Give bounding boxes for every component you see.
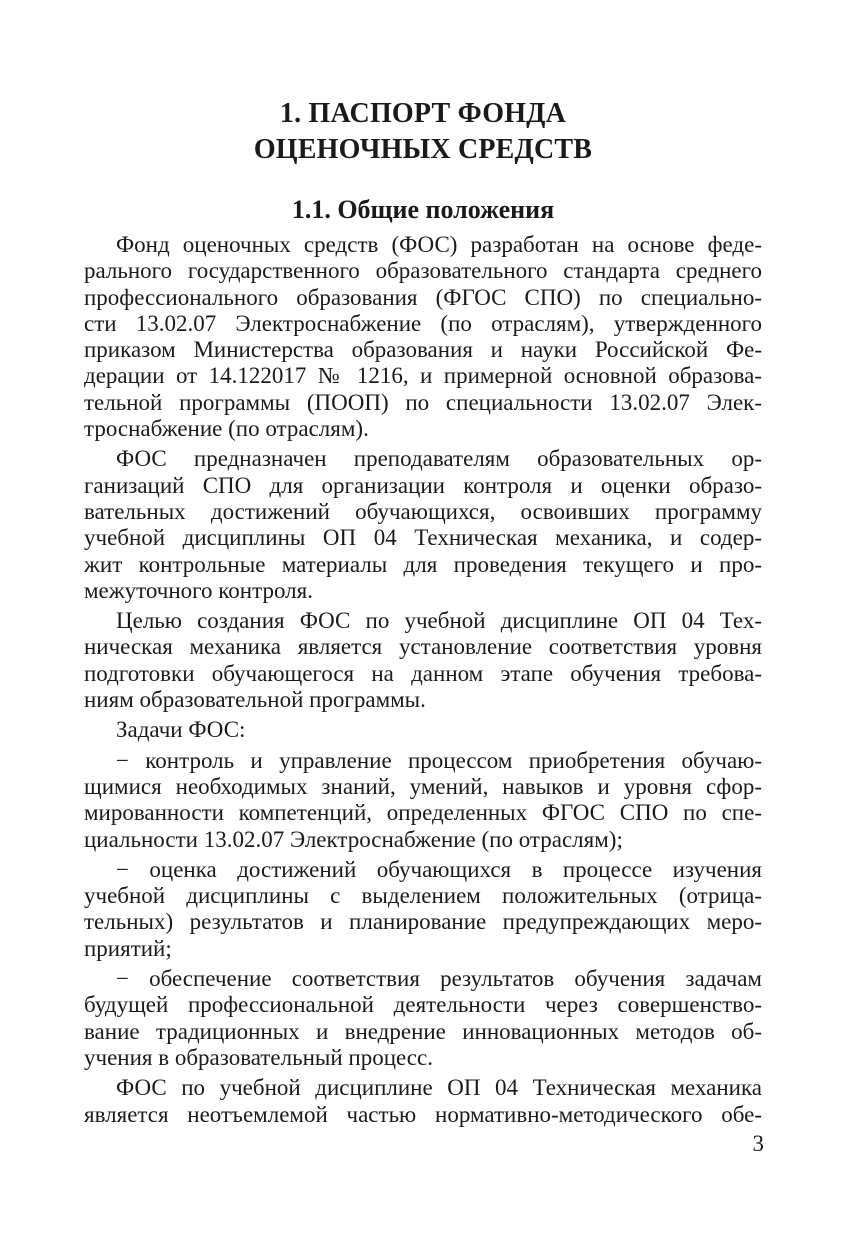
chapter-title-line-2: ОЦЕНОЧНЫХ СРЕДСТВ (253, 134, 593, 165)
text-line: щимися необходимых знаний, умений, навыков и уровня сфор- (84, 773, 762, 799)
text-line: ганизаций СПО для организации контроля и оценки образо- (84, 472, 762, 498)
body-text (84, 232, 762, 1128)
text-line: подготовки обучающегося на данном этапе обучения требова- (84, 660, 762, 686)
page-number: 3 (752, 1131, 764, 1156)
list-item-task-assessment (84, 857, 762, 962)
text-line: вание традиционных и внедрение инновационных методов об- (84, 1018, 762, 1044)
text-line: мированности компетенций, определенных ФГОС СПО по спе- (84, 800, 762, 826)
text-line: циальности 13.02.07 Электроснабжение (по отраслям); (84, 826, 623, 852)
text-line: тельной программы (ПООП) по специальности 13.02.07 Элек- (84, 389, 762, 415)
text-line: − оценка достижений обучающихся в процессе изучения (116, 856, 762, 882)
list-item-task-conformity (84, 966, 762, 1071)
text-line: приятий; (84, 935, 172, 961)
text-line: − обеспечение соответствия результатов обучения задачам (116, 966, 762, 992)
text-line: учения в образовательный процесс. (84, 1044, 433, 1070)
text-line: рального государственного образовательного стандарта среднего (84, 258, 762, 284)
text-line: приказом Министерства образования и науки Российской Фе- (84, 337, 762, 363)
text-line: Задачи ФОС: (116, 717, 246, 743)
list-item-task-control (84, 748, 762, 853)
text-line: учебной дисциплины с выделением положительных (отрица- (84, 883, 762, 909)
text-line: тельных) результатов и планирование предупреждающих меро- (84, 909, 762, 935)
paragraph-fos-integral-part (84, 1075, 762, 1128)
chapter-title (84, 96, 762, 168)
chapter-title-line-1: 1. ПАСПОРТ ФОНДА (279, 98, 567, 129)
text-line: Фонд оценочных средств (ФОС) разработан на основе феде- (116, 232, 762, 257)
text-line: является неотъемлемой частью нормативно-методического обе- (84, 1101, 762, 1127)
paragraph-fos-tasks-heading (84, 717, 762, 743)
text-line: ниям образовательной программы. (84, 687, 426, 713)
paragraph-fos-basis (84, 232, 762, 442)
text-line: − контроль и управление процессом приобретения обучаю- (116, 747, 762, 773)
paragraph-fos-purpose (84, 446, 762, 604)
text-line: межуточного контроля. (84, 577, 313, 603)
text-line: дерации от 14.122017 № 1216, и примерной основной образова- (84, 363, 762, 389)
text-line: сти 13.02.07 Электроснабжение (по отраслям), утвержденного (84, 310, 762, 336)
text-line: профессионального образования (ФГОС СПО) по специально- (84, 284, 762, 310)
section-title: 1.1. Общие положения (291, 195, 555, 224)
document-page (84, 96, 762, 1132)
text-line: вательных достижений обучающихся, освоивших программу (84, 498, 762, 524)
paragraph-fos-goal (84, 608, 762, 713)
text-line: ФОС по учебной дисциплине ОП 04 Техническая механика (116, 1075, 762, 1101)
text-line: ФОС предназначен преподавателям образовательных ор- (116, 446, 762, 472)
text-line: Целью создания ФОС по учебной дисциплине ОП 04 Тех- (116, 608, 762, 634)
text-line: троснабжение (по отраслям). (84, 416, 369, 442)
text-line: ническая механика является установление соответствия уровня (84, 634, 762, 660)
text-line: учебной дисциплины ОП 04 Техническая механика, и содер- (84, 525, 762, 551)
text-line: жит контрольные материалы для проведения текущего и про- (84, 551, 762, 577)
text-line: будущей профессиональной деятельности через совершенство- (84, 992, 762, 1018)
